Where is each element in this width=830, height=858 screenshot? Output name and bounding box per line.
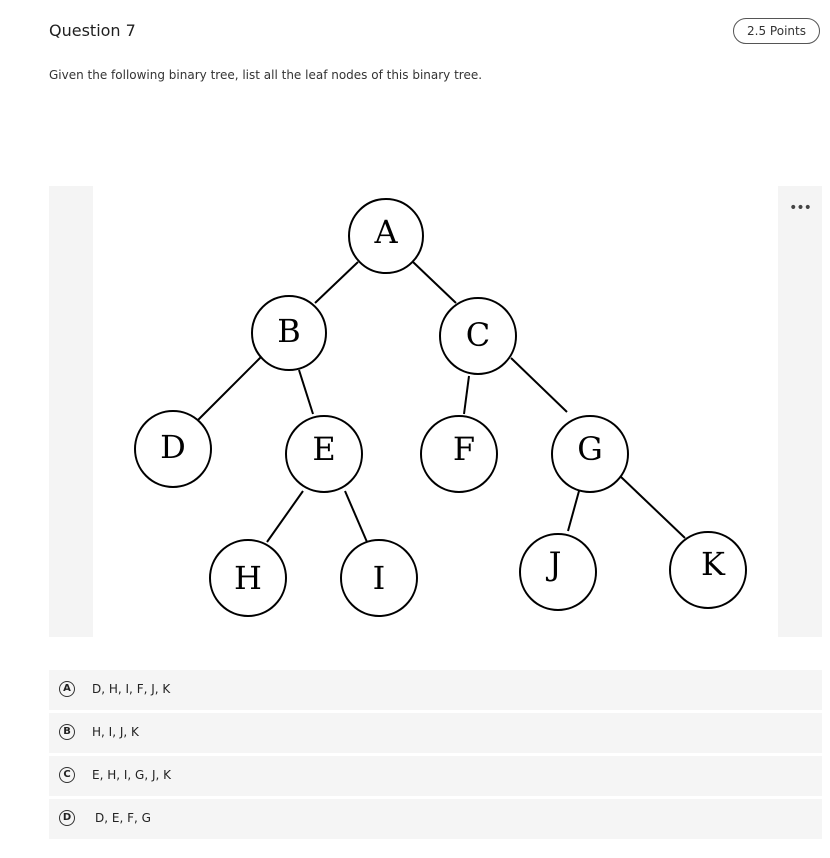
- answer-option-a[interactable]: [49, 670, 822, 710]
- tree-node-label: B: [277, 312, 301, 350]
- question-title: Question 7: [49, 21, 136, 40]
- tree-node-label: I: [372, 559, 386, 597]
- tree-node-label: A: [374, 213, 398, 251]
- option-text: H, I, J, K: [92, 725, 139, 739]
- binary-tree-image: [93, 186, 778, 637]
- tree-edge-c-f: [464, 376, 469, 414]
- tree-edge-b-d: [198, 357, 261, 420]
- answer-option-b[interactable]: [49, 713, 822, 753]
- tree-node-label: D: [160, 428, 186, 466]
- tree-node-label: J: [548, 545, 562, 583]
- question-prompt: Given the following binary tree, list all the leaf nodes of this binary tree.: [49, 68, 483, 82]
- answer-option-d[interactable]: [49, 799, 822, 839]
- points-badge: 2.5 Points: [733, 18, 820, 44]
- tree-edge-b-e: [299, 370, 313, 414]
- tree-node-label: G: [577, 430, 603, 468]
- option-text: E, H, I, G, J, K: [92, 768, 171, 782]
- tree-edge-c-g: [511, 358, 567, 412]
- tree-edge-a-b: [315, 262, 358, 303]
- more-options-icon[interactable]: •••: [789, 200, 811, 216]
- answer-option-c[interactable]: [49, 756, 822, 796]
- tree-edge-e-i: [345, 491, 367, 542]
- tree-edge-g-j: [568, 491, 579, 531]
- tree-node-label: K: [701, 545, 725, 583]
- image-frame-left: [49, 186, 93, 637]
- option-text: D, E, F, G: [95, 811, 151, 825]
- tree-node-label: C: [465, 316, 491, 354]
- tree-node-label: F: [452, 430, 476, 468]
- image-frame-right: [778, 186, 822, 637]
- tree-node-label: H: [234, 559, 262, 597]
- tree-node-label: E: [312, 430, 336, 468]
- option-letter-badge: C: [59, 767, 75, 783]
- tree-edge-a-c: [413, 262, 456, 303]
- answer-options: [49, 670, 822, 842]
- option-text: D, H, I, F, J, K: [92, 682, 171, 696]
- option-letter-badge: D: [59, 810, 75, 826]
- option-letter-badge: B: [59, 724, 75, 740]
- tree-edge-g-k: [620, 476, 685, 538]
- tree-edge-e-h: [267, 491, 303, 542]
- option-letter-badge: A: [59, 681, 75, 697]
